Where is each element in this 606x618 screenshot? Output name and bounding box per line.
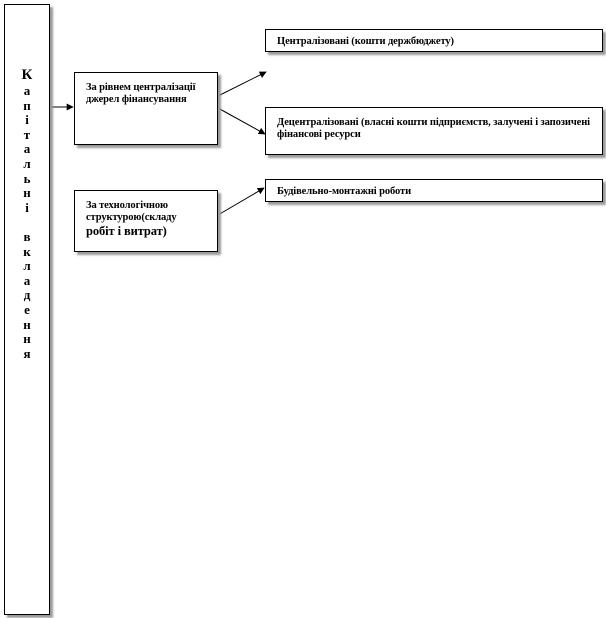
vertical-title-letter: д xyxy=(23,287,31,303)
decentralized-label: Децентралізовані (власні кошти підприємств, залучені і запозичені фінансові ресурси xyxy=(277,117,591,140)
vertical-title-letter: і xyxy=(25,199,29,215)
vertical-title-letter: н xyxy=(23,316,31,332)
technological-structure-label xyxy=(86,200,216,239)
technological-structure-label-part2: робіт і витрат) xyxy=(86,224,167,238)
vertical-title-letter: л xyxy=(23,258,31,274)
vertical-title-gap xyxy=(25,215,28,230)
centralized-label: Централізовані (кошти держбюджету) xyxy=(277,36,454,47)
vertical-title-letter: ь xyxy=(23,170,31,186)
arrow-level-to-decentralized xyxy=(218,108,265,134)
vertical-title-letter: к xyxy=(23,243,31,259)
technological-structure-box xyxy=(74,190,218,252)
vertical-title-letter: і xyxy=(25,112,29,128)
technological-structure-label-part1: За технологічною структурою(складу xyxy=(86,200,177,223)
vertical-title-letter: я xyxy=(23,345,31,361)
level-of-centralization-label: За рівнем централізації джерел фінансування xyxy=(86,82,196,105)
vertical-title-letter: п xyxy=(23,97,31,113)
vertical-title-letter: в xyxy=(23,228,31,244)
vertical-title-letter: а xyxy=(23,272,31,288)
vertical-title-letter: т xyxy=(23,126,31,142)
centralized-box xyxy=(265,29,603,52)
arrow-structure-to-construction xyxy=(218,188,264,215)
capital-investment-box xyxy=(4,4,50,615)
vertical-title-letter: а xyxy=(23,83,31,98)
arrow-level-to-centralized xyxy=(218,72,266,96)
vertical-title xyxy=(5,67,49,361)
vertical-title-letter: л xyxy=(23,155,31,171)
construction-works-box xyxy=(265,179,603,202)
decentralized-box xyxy=(265,107,603,155)
level-of-centralization-box xyxy=(74,72,218,145)
vertical-title-letter: К xyxy=(21,67,33,83)
vertical-title-letter: е xyxy=(24,301,30,317)
vertical-title-letter: н xyxy=(23,331,31,347)
vertical-title-letter: н xyxy=(23,185,31,201)
construction-works-label: Будівельно-монтажні роботи xyxy=(277,186,412,197)
vertical-title-letter: а xyxy=(23,141,31,157)
